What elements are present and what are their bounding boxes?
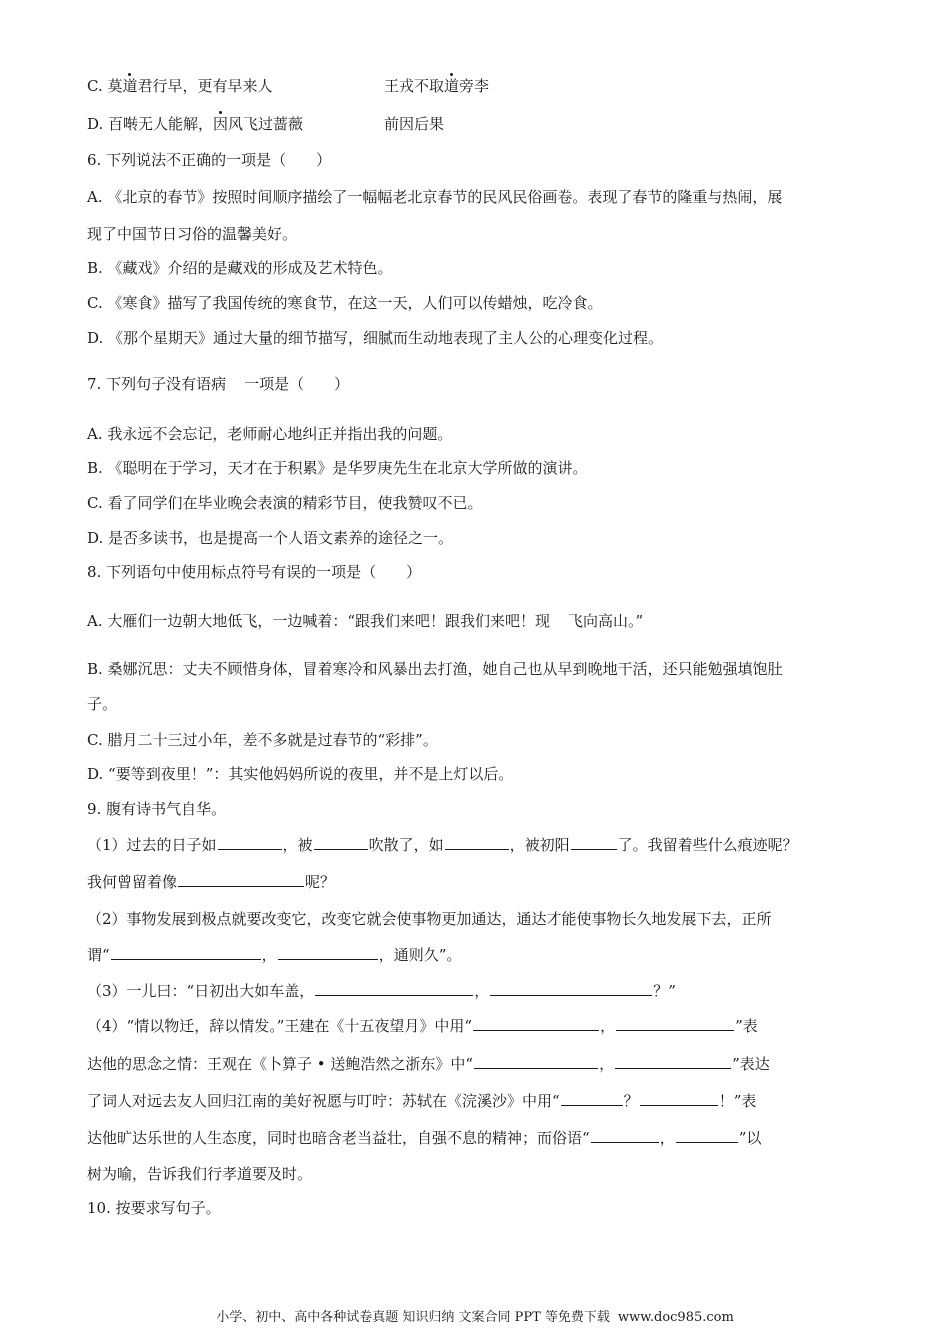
q5-option-d-compare: 前因后果 (384, 115, 445, 133)
q8-stem: 8. 下列语句中使用标点符号有误的一项是（ ） (87, 563, 422, 581)
fill-blank[interactable] (615, 1054, 731, 1069)
q9-part4-line3: 了词人对远去友人回归江南的美好祝愿与叮咛：苏轼在《浣溪沙》中用“ ？ ！”表 (87, 1092, 757, 1110)
fill-blank[interactable] (278, 945, 378, 960)
q9-part2-cont: 谓“ ， ，通则久”。 (87, 946, 462, 964)
q9-stem: 9. 腹有诗书气自华。 (87, 800, 227, 818)
emphasis-dot-char: 因 (213, 115, 229, 133)
q9-part4-line5: 树为喻，告诉我们行孝道要及时。 (87, 1165, 313, 1183)
fill-blank[interactable] (315, 981, 473, 996)
q9-part4: （4）“情以物迁，辞以情发。”王建在《十五夜望月》中用“ ， ”表 (87, 1017, 758, 1035)
q7-option-c: C. 看了同学们在毕业晚会表演的精彩节目，使我赞叹不已。 (87, 494, 483, 512)
q9-part1: （1）过去的日子如 ，被 吹散了，如 ，被初阳 了。我留着些什么痕迹呢？ (87, 836, 798, 854)
fill-blank[interactable] (676, 1128, 738, 1143)
q6-option-a: A. 《北京的春节》按照时间顺序描绘了一幅幅老北京春节的民风民俗画卷。表现了春节的隆重与热闹，展 (87, 188, 783, 206)
fill-blank[interactable] (474, 1054, 598, 1069)
q6-option-a-cont: 现了中国节日习俗的温馨美好。 (87, 225, 298, 243)
q7-option-d: D. 是否多读书，也是提高一个人语文素养的途径之一。 (87, 529, 454, 547)
q5-option-c-compare: 王戎不取道旁李 (384, 77, 490, 95)
q9-part2: （2）事物发展到极点就要改变它，改变它就会使事物更加通达，通达才能使事物长久地发展下去，正所 (87, 910, 772, 928)
fill-blank[interactable] (445, 835, 509, 850)
fill-blank[interactable] (571, 835, 617, 850)
fill-blank[interactable] (314, 835, 368, 850)
q6-stem: 6. 下列说法不正确的一项是（ ） (87, 151, 332, 169)
q8-option-c: C. 腊月二十三过小年，差不多就是过春节的“彩排”。 (87, 731, 438, 749)
fill-blank[interactable] (591, 1128, 659, 1143)
q10-stem: 10. 按要求写句子。 (87, 1199, 221, 1217)
footer-link[interactable]: www.doc985.com (618, 1310, 734, 1325)
q5-option-c: C. 莫道君行早，更有早来人 王戎不取道旁李 (87, 77, 490, 95)
fill-blank[interactable] (616, 1016, 734, 1031)
q5-option-d: D. 百啭无人能解，因风飞过蔷薇 前因后果 (87, 115, 445, 133)
q9-part1-cont: 我何曾留着像 呢？ (87, 873, 336, 891)
fill-blank[interactable] (178, 872, 304, 887)
q8-option-b-cont: 子。 (87, 695, 118, 713)
q7-option-a: A. 我永远不会忘记，老师耐心地纠正并指出我的问题。 (87, 425, 453, 443)
emphasis-dot-char: 道 (122, 77, 138, 95)
q9-part3: （3）一儿曰：“日初出大如车盖， ， ？” (87, 982, 676, 1000)
q8-option-a: A. 大雁们一边朝大地低飞，一边喊着：“跟我们来吧！跟我们来吧！现 飞向高山。” (87, 612, 644, 630)
q7-option-b: B. 《聪明在于学习，天才在于积累》是华罗庚先生在北京大学所做的演讲。 (87, 459, 588, 477)
footer-text: 小学、初中、高中各种试卷真题 知识归纳 文案合同 PPT 等免费下载 (216, 1310, 610, 1325)
fill-blank[interactable] (473, 1016, 599, 1031)
q6-option-d: D. 《那个星期天》通过大量的细节描写，细腻而生动地表现了主人公的心理变化过程。 (87, 329, 664, 347)
q8-option-b: B. 桑娜沉思：丈夫不顾惜身体，冒着寒冷和风暴出去打渔，她自己也从早到晚地干活，还只能勉强填饱肚 (87, 660, 783, 678)
q6-option-c: C. 《寒食》描写了我国传统的寒食节，在这一天，人们可以传蜡烛，吃冷食。 (87, 294, 603, 312)
emphasis-dot-char: 道 (444, 77, 460, 95)
fill-blank[interactable] (561, 1091, 623, 1106)
q9-part4-line4: 达他旷达乐世的人生态度，同时也暗含老当益壮，自强不息的精神；而俗语“ ， ”以 (87, 1129, 762, 1147)
fill-blank[interactable] (640, 1091, 718, 1106)
fill-blank[interactable] (218, 835, 282, 850)
fill-blank[interactable] (111, 945, 261, 960)
page-footer (0, 1306, 950, 1325)
q9-part4-line2: 达他的思念之情：王观在《卜算子 • 送鲍浩然之浙东》中“ ， ”表达 (87, 1055, 770, 1073)
q7-stem: 7. 下列句子没有语病 一项是（ ） (87, 375, 350, 393)
q6-option-b: B. 《藏戏》介绍的是藏戏的形成及艺术特色。 (87, 259, 393, 277)
q8-option-d: D. “要等到夜里！”：其实他妈妈所说的夜里，并不是上灯以后。 (87, 765, 514, 783)
fill-blank[interactable] (490, 981, 652, 996)
